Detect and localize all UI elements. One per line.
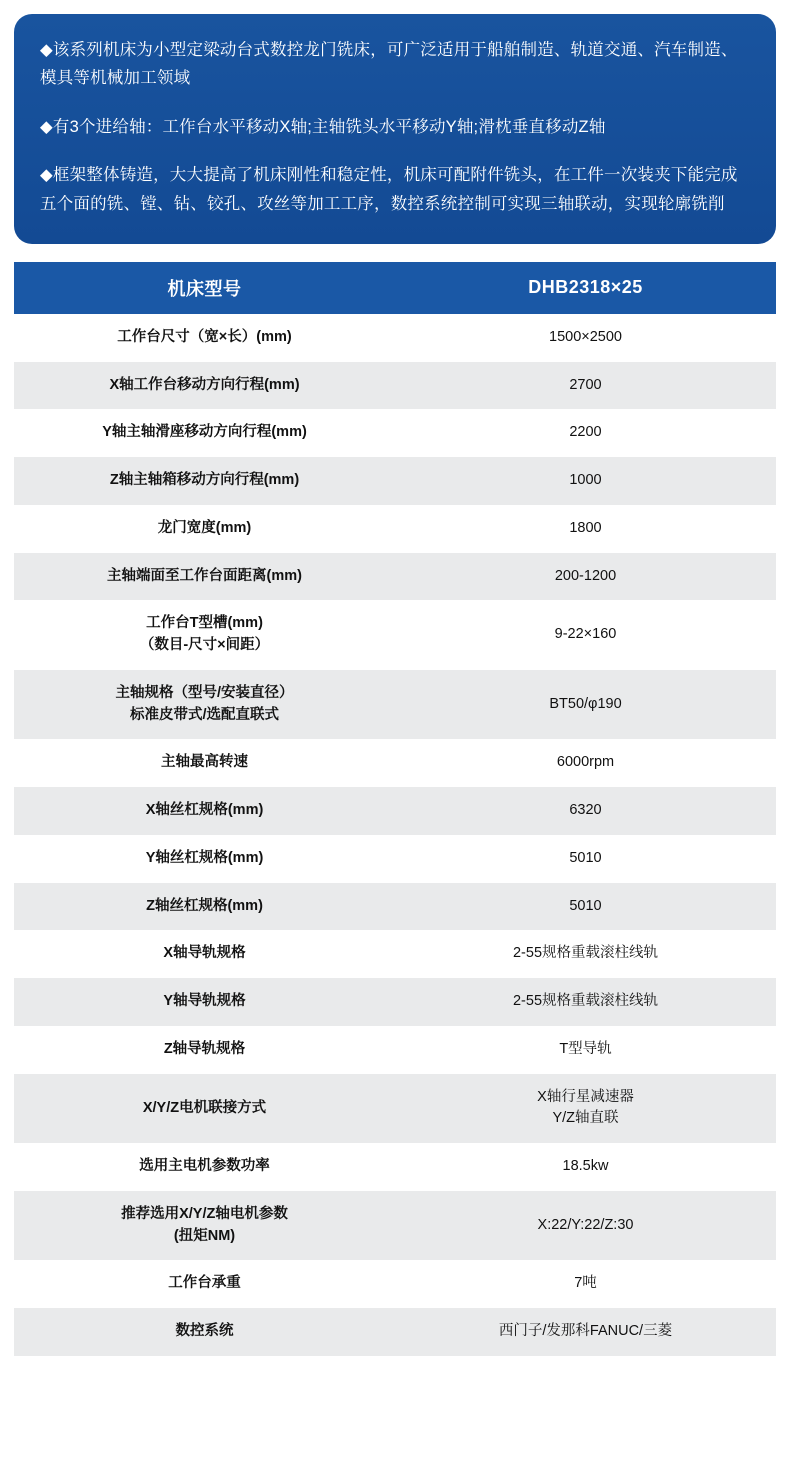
spec-table-body: [14, 314, 776, 1356]
spec-label-line-1: 工作台T型槽(mm): [146, 615, 263, 632]
spec-value-line-1: BT50/φ190: [549, 695, 622, 712]
spec-label-cell: [14, 1026, 395, 1074]
spec-label-line-2: 标准皮带式/选配直联式: [129, 706, 280, 723]
table-row: [14, 457, 776, 505]
spec-value-cell: [395, 1143, 776, 1191]
table-row: [14, 409, 776, 457]
spec-value-cell: [395, 670, 776, 740]
spec-label-line-1: 选用主电机参数功率: [139, 1158, 270, 1175]
spec-label-line-1: 工作台尺寸（宽×长）(mm): [117, 328, 292, 345]
spec-value-cell: [395, 930, 776, 978]
spec-value-line-1: 200-1200: [554, 567, 617, 584]
spec-label-line-1: 主轴最高转速: [161, 754, 248, 771]
spec-value-line-1: 1500×2500: [549, 328, 622, 345]
intro-bullet-1: ◆该系列机床为小型定梁动台式数控龙门铣床，可广泛适用于船舶制造、轨道交通、汽车制造、模具等机械加工领域: [40, 41, 738, 88]
spec-label-cell: [14, 600, 395, 670]
header-cell-model-label: 机床型号: [14, 262, 395, 314]
spec-value-cell: [395, 553, 776, 601]
spec-value-line-1: 2-55规格重载滚柱线轨: [512, 945, 659, 962]
intro-bullet-3: ◆框架整体铸造，大大提高了机床刚性和稳定性，机床可配附件铣头，在工件一次装夹下能完成五个面的铣、镗、钻、铰孔、攻丝等加工工序，数控系统控制可实现三轴联动，实现轮廓铣削: [40, 166, 738, 213]
spec-label-line-1: X轴导轨规格: [163, 945, 246, 962]
spec-label-cell: [14, 835, 395, 883]
spec-label-cell: [14, 930, 395, 978]
spec-label-line-1: Z轴主轴箱移动方向行程(mm): [109, 472, 300, 489]
spec-label-line-1: 主轴端面至工作台面距离(mm): [107, 567, 302, 584]
spec-label-cell: [14, 1074, 395, 1144]
spec-value-cell: [395, 787, 776, 835]
spec-value-cell: [395, 1260, 776, 1308]
spec-value-cell: [395, 883, 776, 931]
table-row: [14, 600, 776, 670]
spec-value-line-1: 5010: [569, 849, 602, 866]
spec-label-line-1: Y轴丝杠规格(mm): [145, 849, 264, 866]
table-row: [14, 553, 776, 601]
spec-value-cell: [395, 1026, 776, 1074]
spec-value-line-1: 2200: [569, 424, 602, 441]
header-cell-model-value: DHB2318×25: [395, 262, 776, 314]
spec-value-cell: [395, 600, 776, 670]
spec-label-cell: [14, 362, 395, 410]
spec-label-line-1: 工作台承重: [168, 1275, 241, 1292]
spec-label-line-1: Z轴导轨规格: [163, 1040, 246, 1057]
spec-label-cell: [14, 787, 395, 835]
spec-label-line-1: X轴工作台移动方向行程(mm): [109, 376, 300, 393]
table-row: [14, 883, 776, 931]
spec-label-cell: [14, 457, 395, 505]
table-row: [14, 1260, 776, 1308]
spec-value-cell: [395, 505, 776, 553]
spec-value-line-1: 18.5kw: [562, 1158, 609, 1175]
spec-label-cell: [14, 553, 395, 601]
spec-value-line-1: 9-22×160: [554, 626, 617, 643]
spec-label-cell: [14, 670, 395, 740]
table-row: [14, 835, 776, 883]
spec-label-cell: [14, 1260, 395, 1308]
spec-value-cell: [395, 457, 776, 505]
table-row: [14, 978, 776, 1026]
spec-value-line-1: 5010: [569, 897, 602, 914]
spec-label-line-2: (扭矩NM): [173, 1227, 236, 1244]
table-row: [14, 930, 776, 978]
spec-value-line-1: 西门子/发那科FANUC/三菱: [498, 1323, 673, 1340]
spec-label-cell: [14, 314, 395, 362]
table-row: [14, 787, 776, 835]
spec-value-cell: [395, 1308, 776, 1356]
table-row: [14, 739, 776, 787]
spec-label-cell: [14, 409, 395, 457]
spec-label-line-1: Y轴导轨规格: [163, 993, 246, 1010]
spec-label-line-1: X/Y/Z电机联接方式: [142, 1099, 267, 1116]
spec-value-cell: [395, 1074, 776, 1144]
spec-label-line-1: 龙门宽度(mm): [157, 519, 252, 536]
spec-value-line-1: 7吨: [574, 1275, 597, 1292]
spec-value-line-1: 2-55规格重载滚柱线轨: [512, 993, 659, 1010]
spec-value-line-1: 6320: [569, 802, 602, 819]
spec-label-cell: [14, 1308, 395, 1356]
spec-value-line-1: 6000rpm: [556, 754, 615, 771]
spec-label-line-1: 主轴规格（型号/安装直径）: [115, 684, 294, 701]
table-row: [14, 1143, 776, 1191]
spec-label-line-1: 推荐选用X/Y/Z轴电机参数: [121, 1205, 288, 1222]
table-row: [14, 1026, 776, 1074]
spec-label-cell: [14, 978, 395, 1026]
spec-label-line-1: Z轴丝杠规格(mm): [146, 897, 263, 914]
intro-bullet-2: ◆有3个进给轴：工作台水平移动X轴;主轴铣头水平移动Y轴;滑枕垂直移动Z轴: [40, 117, 606, 136]
spec-value-line-1: X轴行星减速器: [537, 1088, 634, 1105]
spec-label-line-1: Y轴主轴滑座移动方向行程(mm): [102, 424, 307, 441]
spec-value-line-1: 1800: [569, 519, 602, 536]
spec-value-line-1: 2700: [569, 376, 602, 393]
intro-panel: [14, 14, 776, 244]
table-row: [14, 670, 776, 740]
spec-value-line-1: 1000: [569, 472, 602, 489]
spec-value-cell: [395, 739, 776, 787]
spec-table-head: [14, 262, 776, 314]
specification-table: [14, 262, 776, 1356]
spec-label-cell: [14, 505, 395, 553]
spec-label-cell: [14, 1143, 395, 1191]
spec-value-cell: [395, 362, 776, 410]
spec-label-cell: [14, 883, 395, 931]
table-row: [14, 362, 776, 410]
spec-label-cell: [14, 1191, 395, 1261]
spec-label-line-1: 数控系统: [175, 1323, 234, 1340]
table-row: [14, 1074, 776, 1144]
table-row: [14, 1308, 776, 1356]
spec-table-header-row: [14, 262, 776, 314]
spec-label-line-1: X轴丝杠规格(mm): [145, 802, 264, 819]
spec-value-cell: [395, 1191, 776, 1261]
spec-value-line-1: X:22/Y:22/Z:30: [537, 1216, 634, 1233]
spec-value-line-2: Y/Z轴直联: [552, 1110, 619, 1127]
spec-value-cell: [395, 978, 776, 1026]
table-row: [14, 314, 776, 362]
spec-value-cell: [395, 835, 776, 883]
spec-value-cell: [395, 409, 776, 457]
spec-value-cell: [395, 314, 776, 362]
spec-label-line-2: （数目-尺寸×间距）: [139, 637, 270, 654]
spec-label-cell: [14, 739, 395, 787]
table-row: [14, 505, 776, 553]
spec-value-line-1: T型导轨: [559, 1040, 612, 1057]
table-row: [14, 1191, 776, 1261]
